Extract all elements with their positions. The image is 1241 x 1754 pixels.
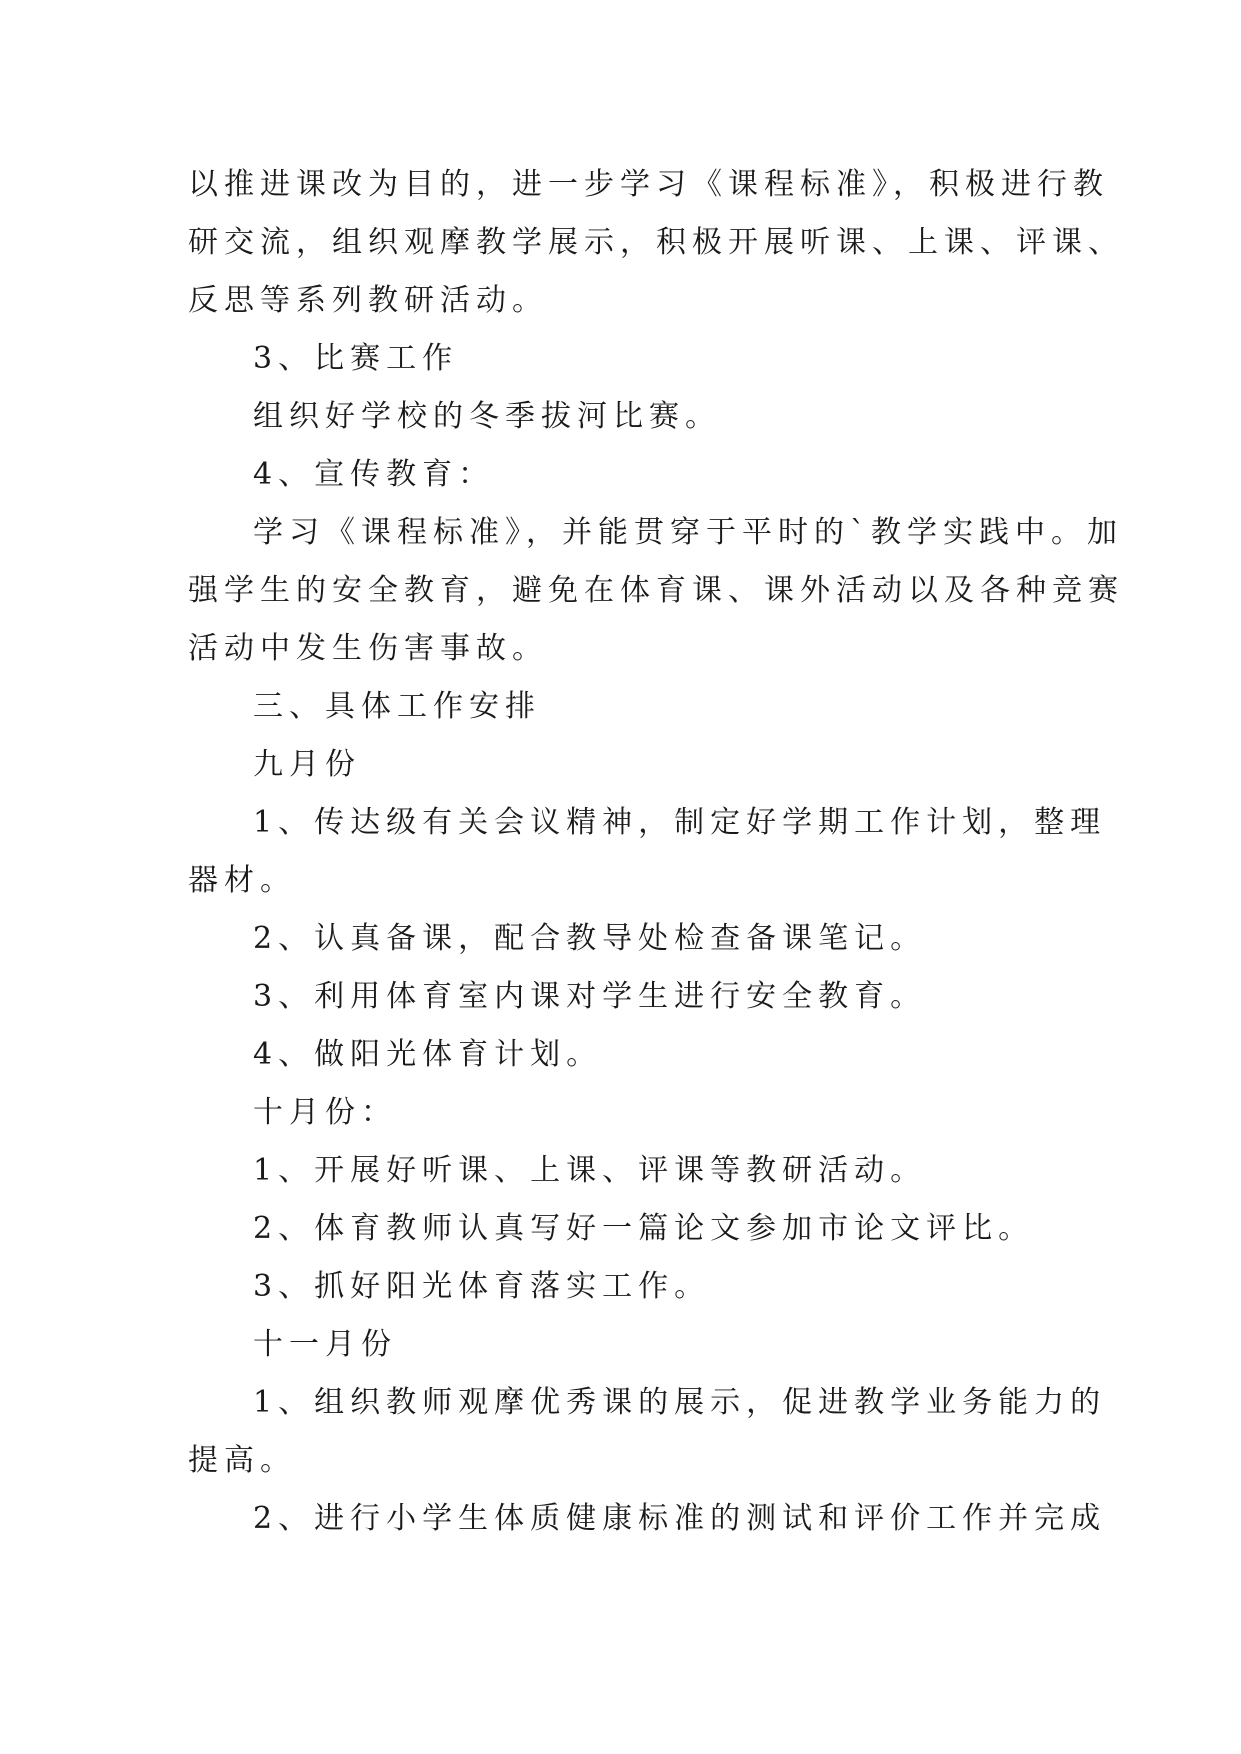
list-item: 3、抓好阳光体育落实工作。 [253, 1269, 711, 1304]
section-heading: 3、比赛工作 [253, 341, 459, 376]
list-item-continuation: 提高。 [188, 1443, 296, 1478]
list-item: 2、认真备课，配合教导处检查备课笔记。 [253, 921, 927, 956]
list-item: 4、做阳光体育计划。 [253, 1037, 603, 1072]
section-heading: 4、宣传教育： [253, 457, 495, 492]
month-heading: 十一月份 [253, 1327, 397, 1362]
list-item: 3、利用体育室内课对学生进行安全教育。 [253, 979, 927, 1014]
paragraph-line: 活动中发生伤害事故。 [188, 631, 548, 666]
month-heading: 十月份： [253, 1095, 397, 1130]
list-item: 1、组织教师观摩优秀课的展示，促进教学业务能力的 [253, 1385, 1107, 1420]
paragraph-line: 学习《课程标准》，并能贯穿于平时的`教学实践中。加 [253, 515, 1123, 550]
list-item: 1、开展好听课、上课、评课等教研活动。 [253, 1153, 927, 1188]
section-heading: 三、具体工作安排 [253, 689, 541, 724]
paragraph-line: 反思等系列教研活动。 [188, 283, 548, 318]
list-item: 2、进行小学生体质健康标准的测试和评价工作并完成 [253, 1501, 1107, 1536]
list-item: 2、体育教师认真写好一篇论文参加市论文评比。 [253, 1211, 1035, 1246]
list-item-continuation: 器材。 [188, 863, 296, 898]
month-heading: 九月份 [253, 747, 361, 782]
list-item: 1、传达级有关会议精神，制定好学期工作计划，整理 [253, 805, 1107, 840]
paragraph-line: 强学生的安全教育，避免在体育课、课外活动以及各种竞赛 [188, 573, 1124, 608]
paragraph-line: 以推进课改为目的，进一步学习《课程标准》，积极进行教 [188, 167, 1109, 202]
paragraph-line: 组织好学校的冬季拔河比赛。 [253, 399, 721, 434]
paragraph-line: 研交流，组织观摩教学展示，积极开展听课、上课、评课、 [188, 225, 1124, 260]
